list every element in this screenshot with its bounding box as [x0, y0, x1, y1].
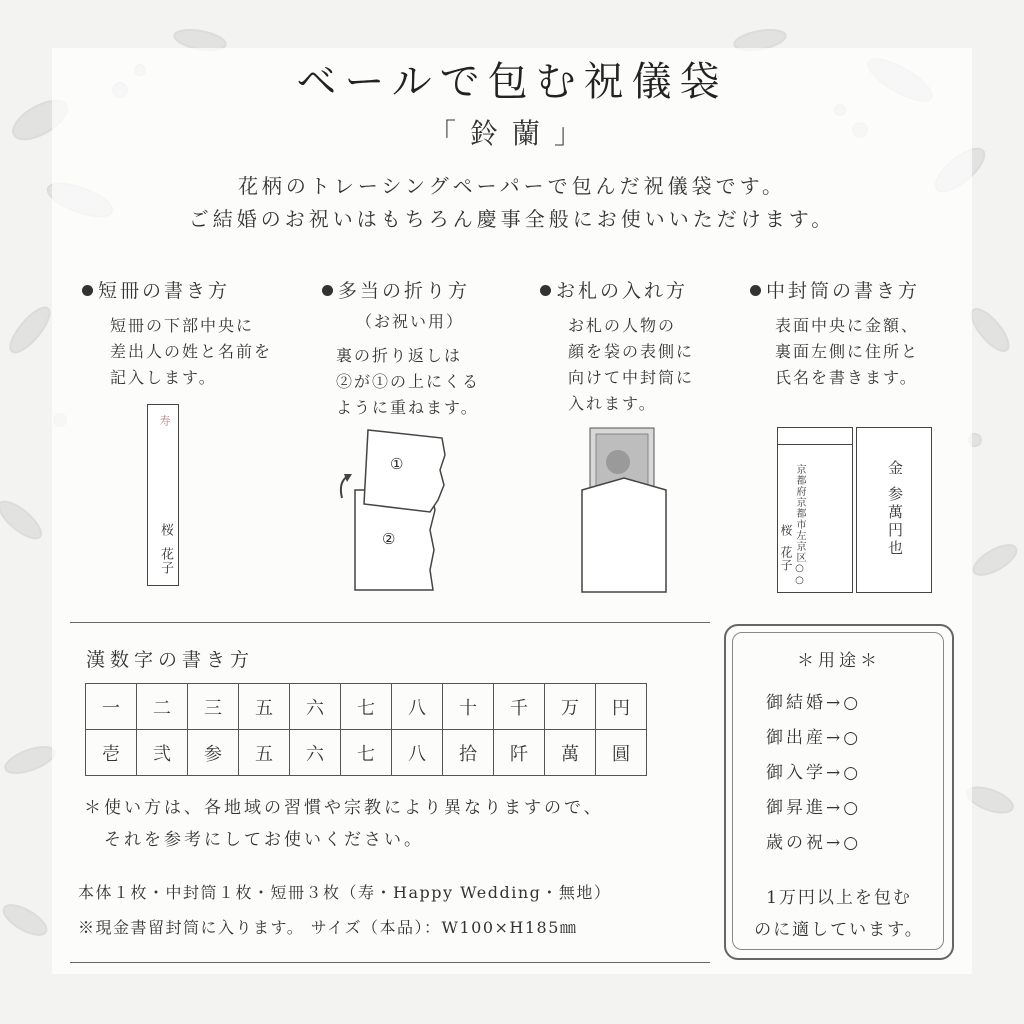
- section-fold-subheading: （お祝い用）: [356, 312, 465, 331]
- envelope-flap-line: [778, 444, 852, 445]
- envelope-back-illustration: [777, 427, 853, 593]
- kanji-cell: 阡: [494, 730, 545, 776]
- kanji-numeral-table: [85, 683, 647, 776]
- section-heading-label: 多当の折り方: [338, 280, 471, 302]
- usage-note: ＊使い方は、各地域の習慣や宗教により異なりますので、 それを参考にしてお使いください。: [84, 798, 604, 850]
- kanji-cell: 参: [188, 730, 239, 776]
- envelope-front-illustration: [856, 427, 932, 593]
- kanji-cell: 万: [545, 684, 596, 730]
- section-heading-label: 中封筒の書き方: [766, 280, 921, 302]
- kanji-cell: 二: [137, 684, 188, 730]
- section-envelope-desc: 表面中央に金額、 裏面左側に住所と 氏名を書きます。: [775, 316, 920, 387]
- bullet-icon: [322, 285, 333, 296]
- divider-top: [70, 622, 710, 623]
- contents-line: 本体１枚・中封筒１枚・短冊３枚（寿・Happy Wedding・無地）: [78, 883, 612, 902]
- kanji-cell: 壱: [86, 730, 137, 776]
- kanji-cell: 六: [290, 684, 341, 730]
- usage-item: 歳の祝→○: [766, 833, 862, 853]
- bill-in-envelope-illustration: [580, 420, 670, 595]
- bullet-icon: [82, 285, 93, 296]
- usage-list: [766, 686, 861, 861]
- kanji-cell: 五: [239, 684, 290, 730]
- usage-item: 御出産→○: [766, 728, 862, 748]
- fold-label-1: ①: [390, 455, 404, 473]
- tanzaku-top-char: 寿: [158, 415, 171, 427]
- product-name: 「鈴蘭」: [427, 117, 596, 150]
- kanji-cell: 七: [341, 730, 392, 776]
- section-heading-label: 短冊の書き方: [98, 280, 231, 302]
- kanji-cell: 三: [188, 684, 239, 730]
- kanji-row-standard: [86, 684, 647, 730]
- kanji-cell: 萬: [545, 730, 596, 776]
- tanzaku-given-name: 花子: [158, 547, 173, 575]
- envelope-front-amount: 参萬円也: [886, 486, 904, 558]
- section-heading-label: お札の入れ方: [556, 280, 689, 302]
- kanji-cell: 十: [443, 684, 494, 730]
- section-tanzaku-heading: [82, 276, 230, 303]
- section-bill-heading: [540, 276, 688, 303]
- kanji-cell: 拾: [443, 730, 494, 776]
- kanji-cell: 圓: [596, 730, 647, 776]
- usage-item: 御結婚→○: [766, 693, 862, 713]
- section-fold-desc: 裏の折り返しは ②が①の上にくる ように重ねます。: [336, 346, 481, 417]
- kanji-cell: 八: [392, 730, 443, 776]
- kanji-cell: 六: [290, 730, 341, 776]
- section-bill-desc: お札の人物の 顔を袋の表側に 向けて中封筒に 入れます。: [568, 316, 695, 413]
- kanji-cell: 八: [392, 684, 443, 730]
- section-fold-heading: [322, 276, 470, 303]
- section-tanzaku-desc: 短冊の下部中央に 差出人の姓と名前を 記入します。: [110, 316, 273, 387]
- usage-title: ＊用途＊: [797, 651, 881, 671]
- tanzaku-illustration: [147, 404, 179, 586]
- kanji-cell: 一: [86, 684, 137, 730]
- bullet-icon: [540, 285, 551, 296]
- kanji-section-title: 漢数字の書き方: [86, 649, 255, 671]
- kanji-cell: 五: [239, 730, 290, 776]
- intro-line-1: 花柄のトレーシングペーパーで包んだ祝儀袋です。: [237, 174, 787, 198]
- envelope-front-kin: 金: [886, 460, 904, 476]
- usage-footer: 1万円以上を包む のに適しています。: [754, 888, 924, 940]
- envelope-back-surname: 桜: [779, 524, 793, 537]
- kanji-row-formal: [86, 730, 647, 776]
- kanji-cell: 七: [341, 684, 392, 730]
- fold-label-2: ②: [382, 530, 396, 548]
- page-title: ベールで包む祝儀袋: [296, 59, 728, 105]
- intro-line-2: ご結婚のお祝いはもちろん慶事全般にお使いいただけます。: [188, 207, 836, 231]
- fold-illustration: [320, 420, 460, 600]
- usage-item: 御昇進→○: [766, 798, 862, 818]
- divider-bottom: [70, 962, 710, 963]
- section-envelope-heading: [750, 276, 920, 303]
- usage-item: 御入学→○: [766, 763, 862, 783]
- kanji-cell: 円: [596, 684, 647, 730]
- envelope-back-address: 京都府京都市左京区○○: [794, 464, 805, 587]
- usage-box: [724, 624, 954, 960]
- bullet-icon: [750, 285, 761, 296]
- kanji-cell: 千: [494, 684, 545, 730]
- size-line: ※現金書留封筒に入ります。 サイズ（本品）：W100×H185㎜: [78, 918, 578, 937]
- tanzaku-surname: 桜: [158, 523, 173, 537]
- envelope-back-given-name: 花子: [779, 546, 793, 572]
- kanji-cell: 弐: [137, 730, 188, 776]
